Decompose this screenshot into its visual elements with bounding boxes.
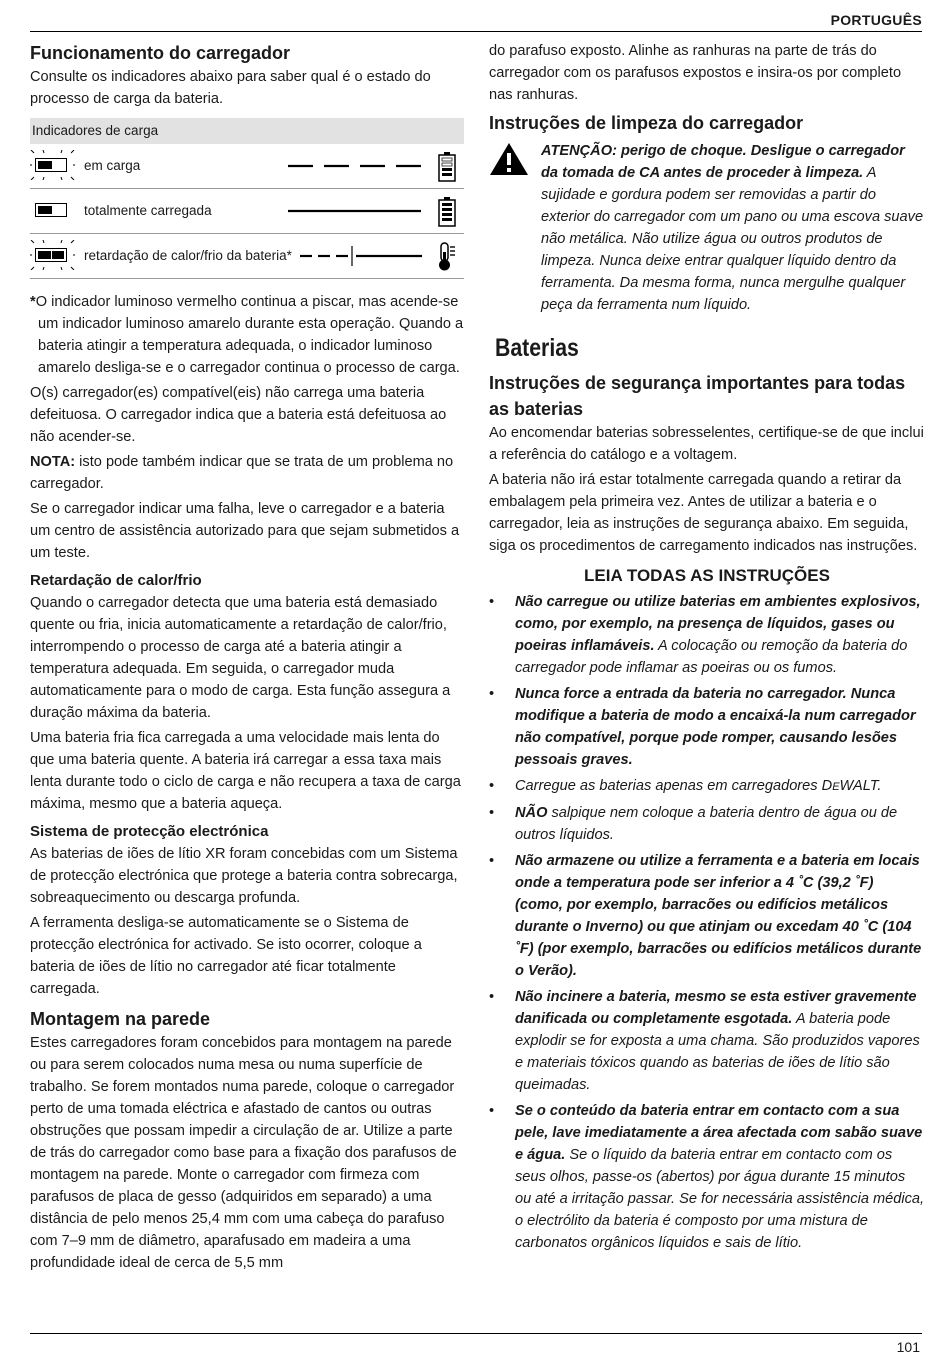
thermal-delay-text-1: Quando o carregador detecta que uma bateria está demasiado quente ou fria, inicia automaticamente a retardação de calor/frio, interrompendo o processo de carga até a bateria atingir a temperatura adequada. Em seguida, o carregador muda automaticamente para o modo de carga. Esta função assegura a duração máxima da bateria. (30, 595, 451, 721)
brand-rest: WALT. (839, 778, 882, 794)
safety-item-6-bold: Não incinere a bateria, mesmo se esta estiver gravemente danificada ou completamente esgotada. (515, 989, 917, 1027)
read-all-instructions-heading: LEIA TODAS AS INSTRUÇÕES (584, 566, 830, 585)
charger-intro-text: Consulte os indicadores abaixo para saber qual é o estado do processo de carga da bateria. (30, 69, 431, 107)
shock-warning-text: A sujidade e gordura podem ser removidas a partir do exterior do carregador com um pano ou uma escova suave não metálica. Não utilize água ou outros produtos de limpeza. Nunca deixe entrar qualquer líquido dentro da ferramenta. Da mesma forma, nunca mergulhe qualquer peça da ferramenta num líquido. (541, 165, 924, 313)
safety-item-1-bold: Não carregue ou utilize baterias em ambientes explosivos, como, por exemplo, na presença de líquidos, gases ou poeiras inflamáveis. (515, 594, 921, 654)
dash-solid-line-icon (300, 244, 440, 268)
charger-operation-heading: Funcionamento do carregador (30, 43, 291, 63)
footer-divider (30, 1333, 922, 1334)
safety-item-5-bold: Não armazene ou utilize a ferramenta e a bateria em locais onde a temperatura pode ser inferior a 4 ˚C (39,2 ˚F) (como, por exemplo, barracões ou edifícios metálicos durante o Inverno) ou que atinjam ou excedam 40 ˚C (104 ˚F) (por exemplo, barracões ou edifícios metálicos durante o Verão). (515, 853, 922, 979)
not-fully-charged-text: A bateria não irá estar totalmente carregada quando a retirar da embalagem pela primeira vez. Antes de utilizar a bateria e o carregador, leia as instruções de segurança abaixo. Em seguida, siga os procedimentos de carregamento indicados nas instruções. (489, 472, 918, 554)
warning-triangle-icon (489, 142, 529, 176)
thermometer-icon (438, 242, 456, 272)
safety-item-2-bold: Nunca force a entrada da bateria no carregador. Nunca modifique a bateria de modo a encaixá-la num carregador não compatível, porque pode romper, causando lesões pessoais graves. (515, 686, 916, 768)
protection-system-text-2: A ferramenta desliga-se automaticamente se o Sistema de protecção electrónica for activado. Se isto ocorrer, coloque a bateria de iões de lítio no carregador até ficar totalmente carregada. (30, 915, 422, 997)
note-label: NOTA: (30, 454, 76, 470)
list-item (489, 1100, 925, 1254)
indicator-row-charging (30, 144, 464, 189)
thermal-delay-heading: Retardação de calor/frio (30, 572, 202, 589)
indicator-label-thermal-delay: retardação de calor/frio da bateria* (84, 248, 292, 263)
safety-item-1-text: A colocação ou remoção da bateria do carregador pode inflamar as poeiras ou os fumos. (515, 638, 908, 676)
asterisk-note (30, 291, 466, 379)
left-column (30, 40, 466, 1277)
safety-item-3-text: Carregue as baterias apenas em carregadores D (515, 778, 833, 794)
safety-item-7-text: Se o líquido da bateria entrar em contacto com os seus olhos, passe-os (abertos) por água durante 15 minutos ou até a irritação passar. Se for necessária assistência médica, o electrólito da bateria é composto por uma mistura de carbonatos orgânicos líquidos e sais de lítio. (515, 1147, 925, 1251)
asterisk-note-text: O indicador luminoso vermelho continua a piscar, mas acende-se um indicador luminoso amarelo durante esta operação. Quando a bateria atingir a temperatura adequada, o indicador luminoso amarelo desliga-se e o carregador continua o processo de carga. (35, 294, 464, 376)
note-text: isto pode também indicar que se trata de um problema no carregador. (30, 454, 454, 492)
list-item (489, 850, 925, 982)
right-column (489, 40, 925, 1258)
led-indicator-icon (35, 248, 67, 262)
battery-charging-icon (438, 152, 456, 182)
protection-system-text-1: As baterias de iões de lítio XR foram concebidas com um Sistema de protecção electrónica que protege a bateria contra sobrecarga, sobreaquecimento ou descarga profunda. (30, 846, 458, 906)
charge-indicators-header: Indicadores de carga (30, 118, 464, 144)
thermal-delay-text-2: Uma bateria fria fica carregada a uma velocidade mais lenta do que uma bateria quente. A bateria irá carregar a essa taxa mais lenta durante todo o ciclo de carga e não recupera a taxa de carga máxima, mesmo que a bateria aqueça. (30, 730, 461, 812)
wall-mount-text: Estes carregadores foram concebidos para montagem na parede ou para serem colocados numa mesa ou numa superfície de trabalho. Se forem montados numa parede, coloque o carregador perto de uma tomada eléctrica e afastado de cantos ou outras obstruções que possam impedir a circulação de ar. Utilize a parte de trás do carregador como base para a fixação dos parafusos de montagem na parede. Monte o carregador com firmeza com parafusos de placa de gesso (adquiridos em separado) a uma distância de pelo menos 25,4 mm com uma cabeça do parafuso com 7–9 mm de diâmetro, aparafusado em madeira a uma profundidade ideal de cerca de 5,5 mm (30, 1035, 457, 1271)
wall-mount-continued-text: do parafuso exposto. Alinhe as ranhuras na parte de trás do carregador com os parafusos expostos e insira-os por completo nas ranhuras. (489, 43, 902, 103)
indicator-row-full (30, 189, 464, 234)
protection-system-heading: Sistema de protecção electrónica (30, 823, 269, 840)
compatible-charger-text: O(s) carregador(es) compatível(eis) não carrega uma bateria defeituosa. O carregador indica que a bateria está defeituosa ao não acender-se. (30, 385, 447, 445)
safety-item-7-bold: Se o conteúdo da bateria entrar em contacto com a sua pele, lave imediatamente a área afectada com sabão suave e água. (515, 1103, 923, 1163)
list-item (489, 775, 925, 798)
battery-full-icon (438, 197, 456, 227)
safety-item-6-text: A bateria pode explodir se for exposta a uma chama. São produzidos vapores e materiais tóxicos quando as baterias de iões de lítio são queimadas. (515, 1011, 920, 1093)
indicator-label-charging: em carga (84, 158, 141, 173)
led-indicator-icon (35, 203, 67, 217)
list-item (489, 802, 925, 846)
indicator-label-full: totalmente carregada (84, 203, 212, 218)
battery-safety-heading: Instruções de segurança importantes para todas as baterias (489, 373, 906, 419)
list-item (489, 683, 925, 771)
note-paragraph (30, 451, 466, 495)
safety-item-4-text: salpique nem coloque a bateria dentro de água ou de outros líquidos. (515, 805, 898, 843)
safety-item-4-bold: NÃO (515, 805, 548, 821)
list-item (489, 591, 925, 679)
batteries-heading: Baterias (495, 334, 579, 362)
cleaning-heading: Instruções de limpeza do carregador (489, 113, 804, 133)
brand-small-letter: E (832, 781, 840, 793)
shock-warning (489, 140, 925, 316)
battery-safety-list (489, 591, 925, 1254)
header-divider (30, 31, 922, 32)
indicator-row-thermal-delay (30, 234, 464, 279)
solid-line-icon (286, 199, 426, 223)
page-number: 101 (896, 1339, 920, 1355)
asterisk-mark: * (30, 294, 36, 310)
led-indicator-icon (35, 158, 67, 172)
shock-warning-bold: ATENÇÃO: perigo de choque. Desligue o carregador da tomada de CA antes de proceder à limpeza. (541, 143, 905, 181)
language-label: PORTUGUÊS (830, 12, 922, 28)
wall-mount-heading: Montagem na parede (30, 1009, 211, 1029)
charge-indicators-table (30, 118, 464, 279)
ordering-text: Ao encomendar baterias sobresselentes, certifique-se de que inclui a referência do catálogo e a voltagem. (489, 425, 924, 463)
dashed-line-icon (286, 154, 426, 178)
fault-text: Se o carregador indicar uma falha, leve o carregador e a bateria um centro de assistência autorizado para que sejam submetidos a um teste. (30, 501, 460, 561)
list-item (489, 986, 925, 1096)
